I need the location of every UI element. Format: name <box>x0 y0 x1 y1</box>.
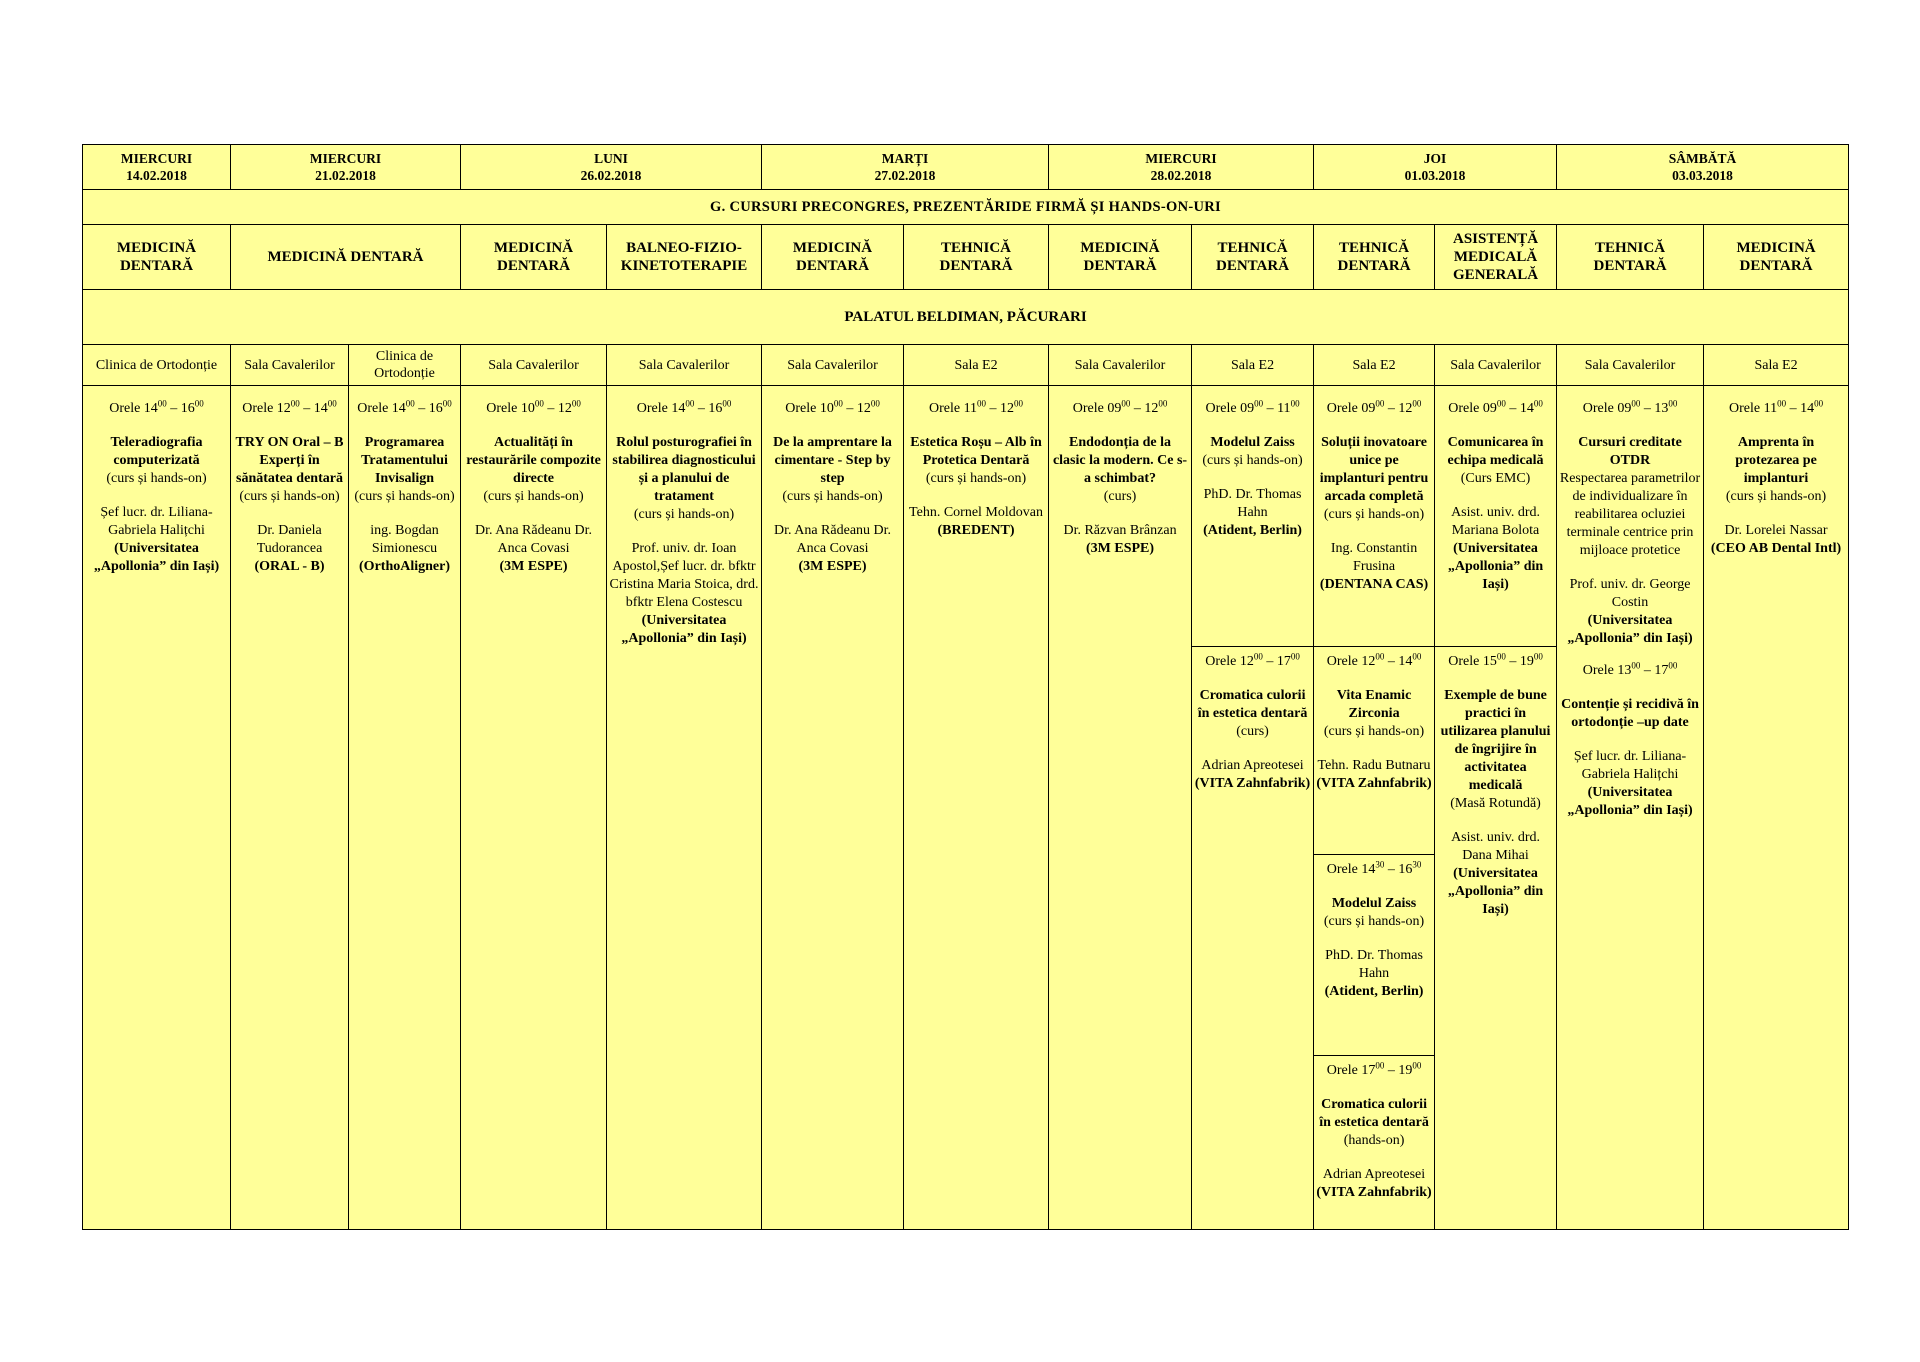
session-cell <box>349 386 461 1230</box>
session-org: (ORAL - B) <box>254 559 325 574</box>
session-time: Orele $09^{00} - 12^{00}$ <box>1072 398 1168 416</box>
session-sub <box>1314 646 1434 854</box>
room-cell: Sala Cavalerilor <box>1435 345 1557 386</box>
session-org: (Universitatea „Apollonia” din Iași) <box>1567 785 1693 818</box>
session-time: Orele $09^{00} - 14^{00}$ <box>1448 398 1543 416</box>
session-cell <box>1557 386 1704 1230</box>
session-type: (curs și hands-on) <box>1323 914 1425 929</box>
session-type: (curs și hands-on) <box>1202 453 1303 468</box>
session-title: Modelul Zaiss <box>1210 435 1295 450</box>
session-cell <box>762 386 904 1230</box>
domain-cell: MEDICINĂ DENTARĂ <box>1049 225 1192 290</box>
session-title: Cromatica culorii în estetica dentară <box>1197 688 1308 721</box>
domain-cell: ASISTENȚĂ MEDICALĂ GENERALĂ <box>1435 225 1557 290</box>
session-time: Orele $11^{00} - 14^{00}$ <box>1729 398 1824 416</box>
day-header: MIERCURI 28.02.2018 <box>1049 145 1314 190</box>
session-org: (3M ESPE) <box>1085 541 1155 556</box>
room-cell: Sala Cavalerilor <box>461 345 607 386</box>
session-title: Rolul posturografiei în stabilirea diagnosticului și a planului de tratament <box>612 435 756 504</box>
session-time: Orele $10^{00} - 12^{00}$ <box>785 398 880 416</box>
session-title: Programarea Tratamentului Invisalign <box>361 435 448 486</box>
session-block <box>1437 400 1554 594</box>
domain-cell: MEDICINĂ DENTARĂ <box>1704 225 1849 290</box>
session-sub <box>1435 646 1556 1229</box>
session-block <box>85 400 228 576</box>
session-title: Comunicarea în echipa medicală <box>1447 435 1544 468</box>
session-time: Orele $09^{00} - 11^{00}$ <box>1205 398 1300 416</box>
session-cell <box>1314 386 1435 1230</box>
domain-cell: TEHNICĂ DENTARĂ <box>1314 225 1435 290</box>
session-title: Teleradiografia computerizată <box>110 435 203 468</box>
session-speaker: Dr. Ana Rădeanu Dr. Anca Covasi <box>475 523 593 556</box>
session-speaker: ing. Bogdan Simionescu <box>370 523 439 556</box>
session-sub <box>1192 386 1313 646</box>
session-cell <box>904 386 1049 1230</box>
room-cell: Clinica de Ortodonție <box>349 345 461 386</box>
domain-cell: MEDICINĂ DENTARĂ <box>762 225 904 290</box>
session-sub <box>1435 386 1556 646</box>
session-cell <box>1435 386 1557 1230</box>
room-cell: Sala Cavalerilor <box>762 345 904 386</box>
session-org: (VITA Zahnfabrik) <box>1194 776 1311 791</box>
domain-cell: MEDICINĂ DENTARĂ <box>83 225 231 290</box>
domain-cell: TEHNICĂ DENTARĂ <box>1192 225 1314 290</box>
session-title: Modelul Zaiss <box>1331 896 1417 911</box>
session-time: Orele $12^{00} - 14^{00}$ <box>1326 651 1422 669</box>
day-header: LUNI 26.02.2018 <box>461 145 762 190</box>
session-sub <box>1192 646 1313 1229</box>
session-org: (CEO AB Dental Intl) <box>1710 541 1842 556</box>
session-title: Cromatica culorii în estetica dentară <box>1319 1097 1429 1130</box>
session-speaker: Șef lucr. dr. Liliana-Gabriela Halițchi <box>100 505 213 538</box>
session-org: (VITA Zahnfabrik) <box>1316 776 1432 791</box>
session-speaker: Dr. Răzvan Brânzan <box>1063 523 1177 538</box>
day-header: MARȚI 27.02.2018 <box>762 145 1049 190</box>
session-speaker: Șef lucr. dr. Liliana-Gabriela Halițchi <box>1573 749 1687 782</box>
session-block <box>1316 861 1432 1001</box>
session-block <box>1437 653 1554 919</box>
room-cell: Sala E2 <box>1704 345 1849 386</box>
location-title: PALATUL BELDIMAN, PĂCURARI <box>83 290 1849 345</box>
session-type: Respectarea parametrilor de individualizare în reabilitarea ocluziei terminale centrice prin mijloace protetice <box>1559 471 1701 558</box>
session-type: (curs și hands-on) <box>1323 724 1425 739</box>
room-cell: Sala E2 <box>1314 345 1435 386</box>
domain-cell: MEDICINĂ DENTARĂ <box>231 225 461 290</box>
section-title-row <box>83 190 1849 225</box>
session-block <box>764 400 901 576</box>
session-type: (curs și hands-on) <box>925 471 1027 486</box>
session-time: Orele $11^{00} - 12^{00}$ <box>928 398 1024 416</box>
session-block <box>1316 653 1432 793</box>
session-org: (Universitatea „Apollonia” din Iași) <box>1447 541 1544 592</box>
session-type: (curs și hands-on) <box>483 489 584 504</box>
session-time: Orele $13^{00} - 17^{00}$ <box>1582 660 1678 678</box>
session-cell <box>461 386 607 1230</box>
session-type: (Curs EMC) <box>1460 471 1531 486</box>
room-cell: Sala Cavalerilor <box>1049 345 1192 386</box>
session-org: (Atident, Berlin) <box>1203 523 1302 538</box>
session-speaker: Asist. univ. drd. Dana Mihai <box>1451 830 1540 863</box>
session-time: Orele $14^{00} - 16^{00}$ <box>109 398 204 416</box>
room-cell: Sala Cavalerilor <box>231 345 349 386</box>
room-cell: Sala Cavalerilor <box>607 345 762 386</box>
room-cell: Sala E2 <box>904 345 1049 386</box>
room-row <box>83 345 1849 386</box>
session-time: Orele $14^{30} - 16^{30}$ <box>1326 859 1422 877</box>
session-time: Orele $14^{00} - 16^{00}$ <box>357 398 452 416</box>
session-org: (3M ESPE) <box>499 559 568 574</box>
session-speaker: Dr. Daniela Tudorancea <box>256 523 323 556</box>
session-block <box>1051 400 1189 558</box>
day-header: MIERCURI 14.02.2018 <box>83 145 231 190</box>
session-org: (3M ESPE) <box>798 559 867 574</box>
session-title: Exemple de bune practici în utilizarea planului de îngrijire în activitatea medicală <box>1440 688 1551 793</box>
session-title: Vita Enamic Zirconia <box>1336 688 1412 721</box>
session-time: Orele $14^{00} - 16^{00}$ <box>636 398 732 416</box>
session-org: (Universitatea „Apollonia” din Iași) <box>1447 866 1544 917</box>
session-type: (curs) <box>1103 489 1137 504</box>
session-org: (Universitatea „Apollonia” din Iași) <box>621 613 747 646</box>
session-block <box>1559 662 1701 820</box>
session-block <box>609 400 759 648</box>
session-cell <box>1192 386 1314 1230</box>
session-speaker: Prof. univ. dr. Ioan Apostol,Șef lucr. dr. bfktr Cristina Maria Stoica, drd. bfktr Elena Costescu <box>609 541 759 610</box>
day-header-row <box>83 145 1849 190</box>
session-speaker: PhD. Dr. Thomas Hahn <box>1325 948 1423 981</box>
session-block <box>1316 400 1432 594</box>
room-cell: Sala Cavalerilor <box>1557 345 1704 386</box>
session-title: De la amprentare la cimentare - Step by step <box>773 435 892 486</box>
session-title: Estetica Roșu – Alb în Protetica Dentară <box>910 435 1042 468</box>
session-sub <box>1314 854 1434 1055</box>
session-block <box>463 400 604 576</box>
domain-cell: BALNEO-FIZIO-KINETOTERAPIE <box>607 225 762 290</box>
session-org: (BREDENT) <box>937 523 1015 538</box>
day-header: MIERCURI 21.02.2018 <box>231 145 461 190</box>
session-org: (Atident, Berlin) <box>1324 984 1424 999</box>
session-org: (DENTANA CAS) <box>1319 577 1429 592</box>
session-time: Orele $09^{00} - 12^{00}$ <box>1326 398 1422 416</box>
session-type: (curs) <box>1236 724 1269 739</box>
day-header: SÂMBĂTĂ 03.03.2018 <box>1557 145 1849 190</box>
session-title: Actualități în restaurările compozite directe <box>466 435 601 486</box>
domain-row <box>83 225 1849 290</box>
session-cell <box>1704 386 1849 1230</box>
session-speaker: Tehn. Cornel Moldovan <box>909 505 1043 520</box>
session-speaker: Dr. Ana Rădeanu Dr. Anca Covasi <box>774 523 892 556</box>
session-speaker: Prof. univ. dr. George Costin <box>1569 577 1691 610</box>
session-title: TRY ON Oral – B Experți în sănătatea dentară <box>235 435 344 486</box>
session-org: (OrthoAligner) <box>359 559 450 574</box>
session-title: Cursuri creditate OTDR <box>1578 435 1682 468</box>
session-title: Endodonția de la clasic la modern. Ce s-a schimbat? <box>1052 435 1188 486</box>
session-type: (curs și hands-on) <box>782 489 883 504</box>
session-block <box>233 400 346 576</box>
session-time: Orele $10^{00} - 12^{00}$ <box>486 398 581 416</box>
session-block <box>1316 1062 1432 1202</box>
session-type: (Masă Rotundă) <box>1450 796 1541 811</box>
session-block <box>1559 400 1701 648</box>
session-block <box>1194 653 1311 793</box>
session-type: (curs și hands-on) <box>633 507 735 522</box>
session-type: (curs și hands-on) <box>354 489 455 504</box>
location-row <box>83 290 1849 345</box>
session-title: Contenție și recidivă în ortodonție –up date <box>1561 697 1699 730</box>
session-cell <box>231 386 349 1230</box>
domain-cell: TEHNICĂ DENTARĂ <box>904 225 1049 290</box>
session-speaker: Dr. Lorelei Nassar <box>1724 523 1828 538</box>
session-org: (VITA Zahnfabrik) <box>1316 1185 1432 1200</box>
session-type: (curs și hands-on) <box>1323 507 1425 522</box>
session-time: Orele $12^{00} - 14^{00}$ <box>242 398 337 416</box>
sessions-row <box>83 386 1849 1230</box>
session-type: (curs și hands-on) <box>1725 489 1827 504</box>
session-time: Orele $17^{00} - 19^{00}$ <box>1326 1060 1422 1078</box>
room-cell: Sala E2 <box>1192 345 1314 386</box>
session-cell <box>1049 386 1192 1230</box>
session-speaker: PhD. Dr. Thomas Hahn <box>1203 487 1302 520</box>
room-cell: Clinica de Ortodonție <box>83 345 231 386</box>
session-sub <box>1314 386 1434 646</box>
session-title: Amprenta în protezarea pe implanturi <box>1735 435 1817 486</box>
session-cell <box>83 386 231 1230</box>
session-block <box>906 400 1046 540</box>
session-sub <box>1314 1055 1434 1229</box>
session-block <box>1706 400 1846 558</box>
domain-cell: TEHNICĂ DENTARĂ <box>1557 225 1704 290</box>
session-org: (Universitatea „Apollonia” din Iași) <box>93 541 220 574</box>
day-header: JOI 01.03.2018 <box>1314 145 1557 190</box>
session-block <box>351 400 458 576</box>
session-block <box>1194 400 1311 540</box>
session-time: Orele $12^{00} - 17^{00}$ <box>1205 651 1300 669</box>
session-cell <box>607 386 762 1230</box>
session-time: Orele $09^{00} - 13^{00}$ <box>1582 398 1678 416</box>
session-type: (hands-on) <box>1343 1133 1405 1148</box>
session-time: Orele $15^{00} - 19^{00}$ <box>1448 651 1543 669</box>
session-type: (curs și hands-on) <box>106 471 207 486</box>
session-speaker: Adrian Apreotesei <box>1201 758 1304 773</box>
session-speaker: Asist. univ. drd. Mariana Bolota <box>1451 505 1540 538</box>
domain-cell: MEDICINĂ DENTARĂ <box>461 225 607 290</box>
session-type: (curs și hands-on) <box>239 489 340 504</box>
section-title: G. CURSURI PRECONGRES, PREZENTĂRIDE FIRMĂ ȘI HANDS-ON-URI <box>83 190 1849 225</box>
session-speaker: Adrian Apreotesei <box>1322 1167 1426 1182</box>
session-title: Soluții inovatoare unice pe implanturi pentru arcada completă <box>1319 435 1429 504</box>
schedule-table <box>82 144 1849 1230</box>
session-speaker: Tehn. Radu Butnaru <box>1317 758 1431 773</box>
session-org: (Universitatea „Apollonia” din Iași) <box>1567 613 1693 646</box>
session-speaker: Ing. Constantin Frusina <box>1330 541 1418 574</box>
